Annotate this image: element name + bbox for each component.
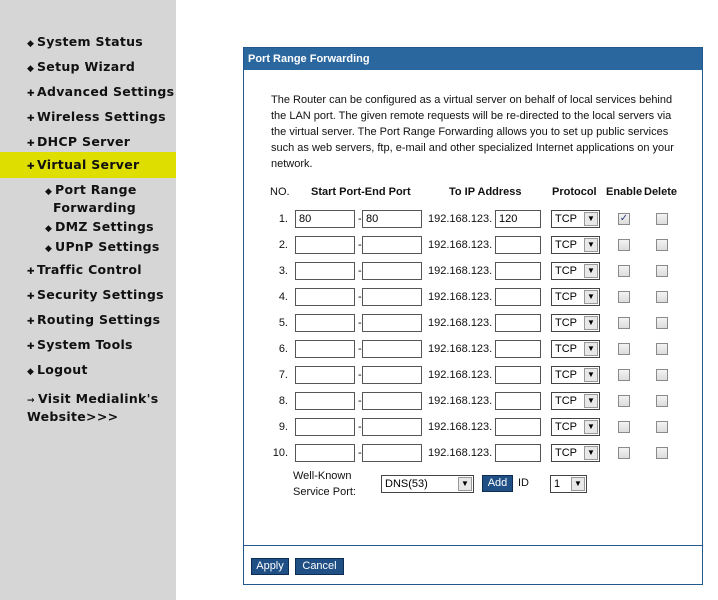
ip-last-octet-input[interactable]: [495, 314, 541, 332]
plus-bullet-icon: ✚: [27, 317, 35, 327]
protocol-value: TCP: [555, 265, 577, 277]
diamond-bullet-icon: ◆: [45, 244, 53, 254]
plus-bullet-icon: ✚: [27, 292, 35, 302]
delete-checkbox[interactable]: [656, 317, 668, 329]
sidebar-item-label: DHCP Server: [37, 134, 131, 149]
sidebar-item-label: System Status: [37, 34, 144, 49]
end-port-input[interactable]: [362, 288, 422, 306]
column-header-ip: To IP Address: [449, 186, 522, 198]
enable-checkbox[interactable]: [618, 343, 630, 355]
port-separator: -: [358, 421, 362, 433]
row-number: 6.: [278, 343, 288, 355]
plus-bullet-icon: ✚: [27, 162, 35, 172]
start-port-input[interactable]: [295, 444, 355, 462]
protocol-value: TCP: [555, 369, 577, 381]
sidebar-item-label: DMZ Settings: [55, 219, 154, 234]
sidebar-item-label: Setup Wizard: [37, 59, 136, 74]
id-select-value: 1: [554, 478, 561, 490]
panel-title: Port Range Forwarding: [244, 48, 702, 70]
column-header-enable: Enable: [606, 186, 643, 198]
protocol-value: TCP: [555, 447, 577, 459]
sidebar-item-logout[interactable]: [0, 362, 176, 377]
table-row: [244, 314, 702, 334]
delete-checkbox[interactable]: [656, 265, 668, 277]
sidebar-item-advanced-settings[interactable]: [0, 84, 176, 99]
ip-prefix: 192.168.123.: [428, 239, 493, 251]
row-number: 9.: [278, 421, 288, 433]
sidebar-item-port-range-forwarding[interactable]: [0, 182, 176, 216]
ip-last-octet-input[interactable]: [495, 366, 541, 384]
sidebar-item-virtual-server[interactable]: [0, 152, 176, 178]
dropdown-arrow-icon: ▼: [584, 238, 598, 252]
dropdown-arrow-icon: ▼: [584, 368, 598, 382]
dropdown-arrow-icon: ▼: [584, 264, 598, 278]
start-port-input[interactable]: [295, 314, 355, 332]
end-port-input[interactable]: [362, 340, 422, 358]
start-port-input[interactable]: [295, 366, 355, 384]
ip-prefix: 192.168.123.: [428, 265, 493, 277]
enable-checkbox[interactable]: ✓: [619, 213, 629, 224]
row-number: 5.: [278, 317, 288, 329]
ip-last-octet-input[interactable]: [495, 210, 541, 228]
row-number: 2.: [278, 239, 288, 251]
sidebar-item-dmz-settings[interactable]: [0, 219, 176, 234]
delete-checkbox[interactable]: [656, 395, 668, 407]
enable-checkbox[interactable]: [618, 317, 630, 329]
table-row: [244, 288, 702, 308]
end-port-input[interactable]: [362, 392, 422, 410]
protocol-value: TCP: [555, 343, 577, 355]
enable-checkbox[interactable]: [618, 421, 630, 433]
end-port-input[interactable]: [362, 210, 422, 228]
table-row: [244, 366, 702, 386]
sidebar-nav: [0, 0, 176, 600]
diamond-bullet-icon: ◆: [45, 187, 53, 197]
port-separator: -: [358, 447, 362, 459]
footer-divider: [244, 545, 702, 546]
sidebar-item-security-settings[interactable]: [0, 287, 176, 302]
sidebar-item-label: Logout: [37, 362, 88, 377]
end-port-input[interactable]: [362, 314, 422, 332]
column-header-ports: Start Port-End Port: [311, 186, 411, 198]
plus-bullet-icon: ✚: [27, 114, 35, 124]
diamond-bullet-icon: ◆: [45, 224, 53, 234]
row-number: 10.: [272, 447, 288, 459]
protocol-value: TCP: [555, 239, 577, 251]
well-known-label-line1: Well-Known: [293, 470, 352, 482]
column-header-no: NO.: [270, 186, 290, 198]
plus-bullet-icon: ✚: [27, 89, 35, 99]
port-separator: -: [358, 317, 362, 329]
table-row: [244, 444, 702, 464]
enable-checkbox[interactable]: [618, 369, 630, 381]
sidebar-item-label-line2: Forwarding: [53, 200, 137, 215]
end-port-input[interactable]: [362, 366, 422, 384]
dropdown-arrow-icon: ▼: [584, 394, 598, 408]
column-header-delete: Delete: [644, 186, 678, 198]
diamond-bullet-icon: ◆: [27, 39, 35, 49]
start-port-input[interactable]: [295, 392, 355, 410]
well-known-service-select[interactable]: [381, 475, 474, 493]
enable-checkbox[interactable]: [618, 395, 630, 407]
delete-checkbox[interactable]: [656, 421, 668, 433]
dropdown-arrow-icon: ▼: [584, 290, 598, 304]
dropdown-arrow-icon: ▼: [584, 316, 598, 330]
sidebar-item-label: UPnP Settings: [55, 239, 160, 254]
diamond-bullet-icon: ◆: [27, 64, 35, 74]
delete-checkbox[interactable]: [656, 239, 668, 251]
protocol-value: TCP: [555, 421, 577, 433]
ip-prefix: 192.168.123.: [428, 343, 493, 355]
sidebar-item-label: Advanced Settings: [37, 84, 175, 99]
protocol-select[interactable]: [551, 210, 600, 228]
protocol-select[interactable]: [551, 340, 600, 358]
dropdown-arrow-icon: ▼: [584, 342, 598, 356]
sidebar-item-dhcp-server[interactable]: [0, 134, 176, 149]
protocol-select[interactable]: [551, 314, 600, 332]
sidebar-item-label: Port Range: [55, 182, 137, 197]
sidebar-item-label: System Tools: [37, 337, 133, 352]
table-row: [244, 418, 702, 438]
start-port-input[interactable]: [295, 418, 355, 436]
cancel-button[interactable]: Cancel: [295, 558, 344, 575]
end-port-input[interactable]: [362, 418, 422, 436]
dropdown-arrow-icon: ▼: [584, 212, 598, 226]
ip-last-octet-input[interactable]: [495, 236, 541, 254]
port-range-forwarding-panel: [243, 47, 703, 585]
table-row: [244, 340, 702, 360]
ip-last-octet-input[interactable]: [495, 418, 541, 436]
dropdown-arrow-icon: ▼: [584, 420, 598, 434]
id-select[interactable]: [550, 475, 587, 493]
port-separator: -: [358, 291, 362, 303]
delete-checkbox[interactable]: [656, 369, 668, 381]
port-separator: -: [358, 343, 362, 355]
enable-checkbox[interactable]: [618, 265, 630, 277]
ip-last-octet-input[interactable]: [495, 288, 541, 306]
plus-bullet-icon: ✚: [27, 342, 35, 352]
protocol-select[interactable]: [551, 392, 600, 410]
sidebar-item-label: Wireless Settings: [37, 109, 166, 124]
row-number: 7.: [278, 369, 288, 381]
table-row: [244, 262, 702, 282]
row-number: 8.: [278, 395, 288, 407]
apply-button[interactable]: Apply: [251, 558, 289, 575]
protocol-value: TCP: [555, 395, 577, 407]
delete-checkbox[interactable]: [656, 447, 668, 459]
enable-checkbox[interactable]: [618, 239, 630, 251]
port-separator: -: [358, 395, 362, 407]
table-row: [244, 392, 702, 412]
ip-prefix: 192.168.123.: [428, 369, 493, 381]
port-separator: -: [358, 265, 362, 277]
delete-checkbox[interactable]: [656, 343, 668, 355]
table-row: [244, 210, 702, 230]
start-port-input[interactable]: [295, 236, 355, 254]
end-port-input[interactable]: [362, 262, 422, 280]
sidebar-item-label: Virtual Server: [37, 157, 140, 172]
sidebar-item-system-status[interactable]: [0, 34, 176, 49]
ip-last-octet-input[interactable]: [495, 340, 541, 358]
sidebar-item-label: Security Settings: [37, 287, 164, 302]
port-separator: -: [358, 239, 362, 251]
plus-bullet-icon: ✚: [27, 267, 35, 277]
diamond-bullet-icon: ◆: [27, 367, 35, 377]
sidebar-item-visit-website[interactable]: [0, 391, 176, 425]
start-port-input[interactable]: [295, 262, 355, 280]
id-label: ID: [518, 477, 529, 489]
well-known-service-value: DNS(53): [385, 478, 428, 490]
protocol-select[interactable]: [551, 236, 600, 254]
ip-prefix: 192.168.123.: [428, 395, 493, 407]
end-port-input[interactable]: [362, 444, 422, 462]
sidebar-item-label: Traffic Control: [37, 262, 142, 277]
end-port-input[interactable]: [362, 236, 422, 254]
panel-description: The Router can be configured as a virtual server on behalf of local services behind the LAN port. The given remote requests will be re-directed to the local servers via the virtual server. The Port Range Forwarding allows you to set up public services such as web servers, ftp, e-mail and other specialized Internet applications on your network.: [271, 94, 674, 170]
sidebar-item-traffic-control[interactable]: [0, 262, 176, 277]
ip-prefix: 192.168.123.: [428, 421, 493, 433]
protocol-value: TCP: [555, 213, 577, 225]
port-separator: -: [358, 213, 362, 225]
start-port-input[interactable]: [295, 210, 355, 228]
start-port-input[interactable]: [295, 340, 355, 358]
protocol-value: TCP: [555, 291, 577, 303]
well-known-service-label: [293, 468, 356, 500]
ip-prefix: 192.168.123.: [428, 291, 493, 303]
sidebar-item-label: Visit Medialink's: [38, 391, 159, 406]
sidebar-item-label-line2: Website>>>: [27, 409, 119, 424]
sidebar-item-wireless-settings[interactable]: [0, 109, 176, 124]
table-row: [244, 236, 702, 256]
plus-bullet-icon: ✚: [27, 139, 35, 149]
delete-checkbox[interactable]: [656, 291, 668, 303]
protocol-value: TCP: [555, 317, 577, 329]
ip-prefix: 192.168.123.: [428, 447, 493, 459]
dropdown-arrow-icon: ▼: [458, 477, 472, 491]
sidebar-item-label: Routing Settings: [37, 312, 161, 327]
sidebar-item-system-tools[interactable]: [0, 337, 176, 352]
sidebar-item-routing-settings[interactable]: [0, 312, 176, 327]
row-number: 3.: [278, 265, 288, 277]
row-number: 4.: [278, 291, 288, 303]
enable-checkbox[interactable]: [618, 291, 630, 303]
port-separator: -: [358, 369, 362, 381]
protocol-select[interactable]: [551, 288, 600, 306]
ip-last-octet-input[interactable]: [495, 444, 541, 462]
start-port-input[interactable]: [295, 288, 355, 306]
delete-checkbox[interactable]: [656, 213, 668, 225]
protocol-select[interactable]: [551, 366, 600, 384]
sidebar-item-setup-wizard[interactable]: [0, 59, 176, 74]
ip-last-octet-input[interactable]: [495, 392, 541, 410]
protocol-select[interactable]: [551, 262, 600, 280]
protocol-select[interactable]: [551, 444, 600, 462]
ip-prefix: 192.168.123.: [428, 317, 493, 329]
enable-checkbox[interactable]: [618, 447, 630, 459]
dropdown-arrow-icon: ▼: [571, 477, 585, 491]
ip-prefix: 192.168.123.: [428, 213, 493, 225]
sidebar-item-upnp-settings[interactable]: [0, 239, 176, 254]
arrow-right-icon: →: [27, 396, 35, 406]
row-number: 1.: [278, 213, 288, 225]
column-header-protocol: Protocol: [552, 186, 597, 198]
well-known-label-line2: Service Port:: [293, 486, 356, 498]
add-button[interactable]: Add: [482, 475, 513, 492]
protocol-select[interactable]: [551, 418, 600, 436]
dropdown-arrow-icon: ▼: [584, 446, 598, 460]
ip-last-octet-input[interactable]: [495, 262, 541, 280]
